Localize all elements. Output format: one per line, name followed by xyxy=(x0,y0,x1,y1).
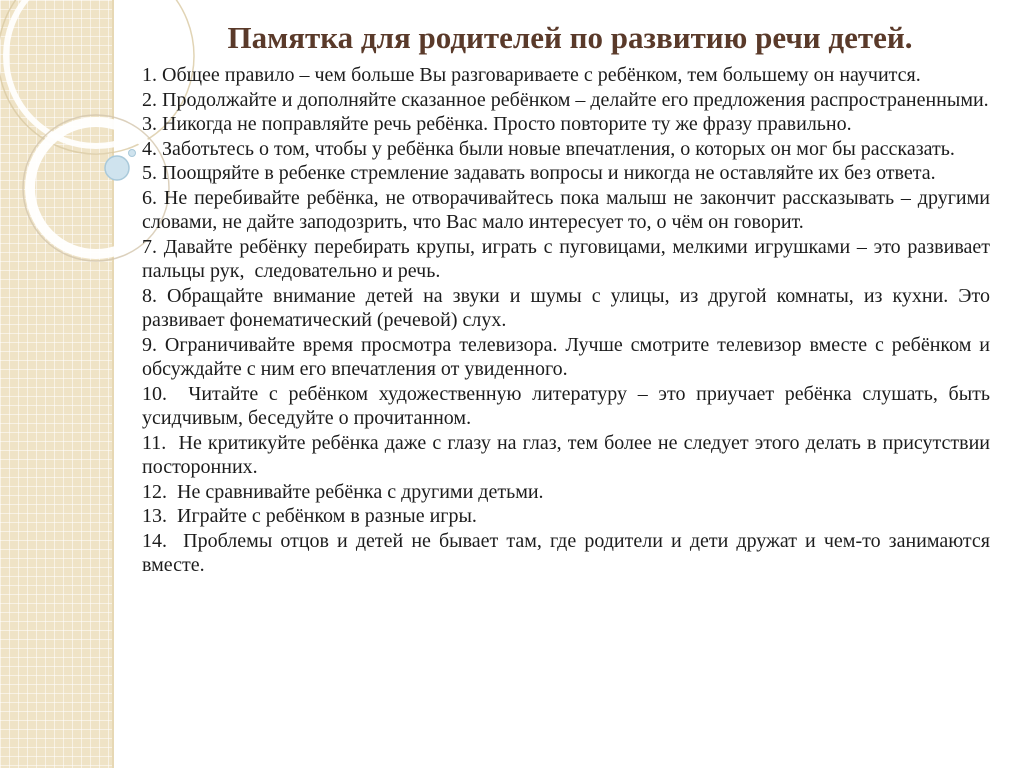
memo-item-8: 8. Обращайте внимание детей на звуки и шумы с улицы, из другой комнаты, из кухни. Это развивает фонематический (речевой) слух. xyxy=(142,284,995,331)
memo-item-13: 13. Играйте с ребёнком в разные игры. xyxy=(142,505,477,527)
memo-item-14: 14. Проблемы отцов и детей не бывает там, где родители и дети дружат и чем-то занимаются вместе. xyxy=(142,529,995,576)
decor-bubble-large xyxy=(105,156,129,180)
memo-item-6: 6. Не перебивайте ребёнка, не отворачивайтесь пока малыш не закончит рассказывать – другими словами, не дайте заподозрить, что Вас мало интересует то, о чём он говорит. xyxy=(142,186,995,233)
memo-item-7: 7. Давайте ребёнку перебирать крупы, играть с пуговицами, мелкими игрушками – это развивает пальцы рук, следовательно и речь. xyxy=(142,235,995,282)
slide-title: Памятка для родителей по развитию речи детей. xyxy=(227,20,913,55)
memo-item-4: 4. Заботьтесь о том, чтобы у ребёнка были новые впечатления, о которых он мог бы рассказать. xyxy=(142,137,955,160)
memo-item-9: 9. Ограничивайте время просмотра телевизора. Лучше смотрите телевизор вместе с ребёнком и обсуждайте с ним его впечатления от увиденного. xyxy=(142,333,995,380)
memo-item-11: 11. Не критикуйте ребёнка даже с глазу на глаз, тем более не следует этого делать в присутствии посторонних. xyxy=(142,431,995,478)
decor-bubble-small xyxy=(129,150,136,157)
memo-item-3: 3. Никогда не поправляйте речь ребёнка. Просто повторите ту же фразу правильно. xyxy=(142,113,852,135)
memo-item-2: 2. Продолжайте и дополняйте сказанное ребёнком – делайте его предложения распространенными. xyxy=(142,88,989,111)
memo-list xyxy=(142,63,995,578)
memo-item-1: 1. Общее правило – чем больше Вы разговариваете с ребёнком, тем большему он научится. xyxy=(142,64,921,86)
memo-item-5: 5. Поощряйте в ребенке стремление задавать вопросы и никогда не оставляйте их без ответа. xyxy=(142,162,936,184)
memo-item-10: 10. Читайте с ребёнком художественную литературу – это приучает ребёнка слушать, быть усидчивым, беседуйте о прочитанном. xyxy=(142,382,995,429)
memo-item-12: 12. Не сравнивайте ребёнка с другими детьми. xyxy=(142,480,544,503)
